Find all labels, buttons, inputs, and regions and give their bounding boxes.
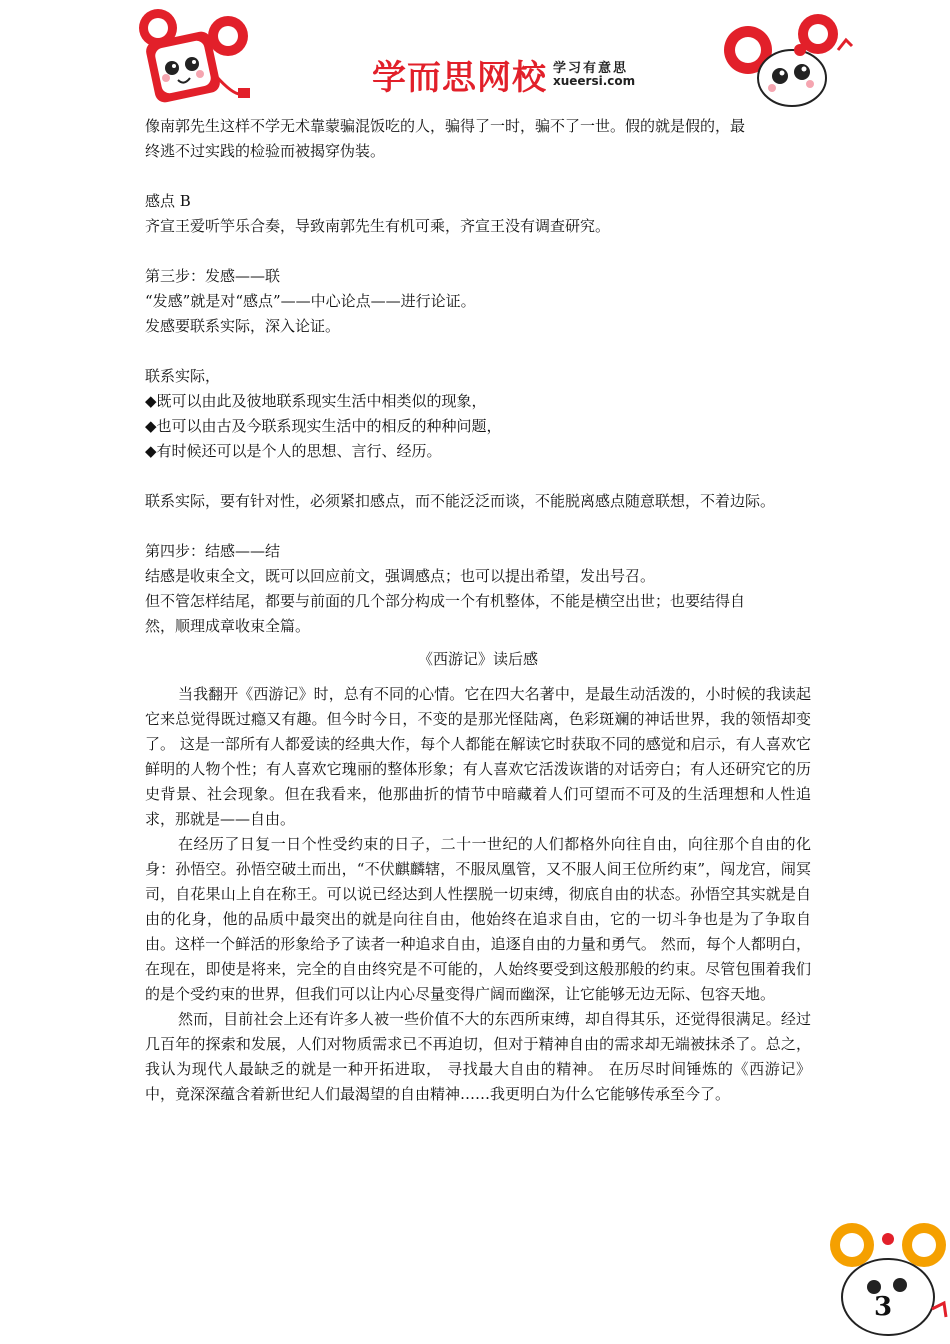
page-header [0, 0, 950, 118]
text-line: 联系实际， [145, 367, 221, 385]
text-line: 发感要联系实际，深入论证。 [145, 317, 341, 335]
mascot-left-icon [134, 6, 256, 112]
text-line: 终逃不过实践的检验而被揭穿伪装。 [145, 142, 386, 160]
text-line: 但不管怎样结尾，都要与前面的几个部分构成一个有机整体，不能是横空出世；也要结得自 [145, 592, 746, 610]
brand-slogan: 学习有意思 [553, 61, 629, 76]
page-number: 3 [874, 1292, 893, 1322]
text-line: 然，顺理成章收束全篇。 [145, 617, 311, 635]
bullet-item: ◆既可以由此及彼地联系现实生活中相类似的现象， [145, 392, 487, 410]
essay-paragraph: 在经历了日复一日个性受约束的日子，二十一世纪的人们都格外向往自由，向往那个自由的化身：孙悟空。孙悟空破土而出，“不伏麒麟辖，不服凤凰管，又不服人间王位所约束”，闯龙宫，闹冥司，自花果山上自在称王。可以说已经达到人性摆脱一切束缚，彻底自由的状态。孙悟空其实就是自由的化身，他的品质中最突出的就是向往自由，他始终在追求自由，它的一切斗争也是为了争取自由。这样一个鲜活的形象给予了读者一种追求自由，追逐自由的力量和勇气。 然而，每个人都明白， 在现在，即使是将来，完全的自由终究是不可能的，人始终要受到这般那般的约束。尽管包围着我们的是个受约束的世界，但我们可以让内心尽量变得广阔而幽深，让它能够无边无际、包容天地。 [145, 835, 811, 1003]
essay-title: 《西游记》读后感 [417, 650, 538, 668]
bullet-item: ◆也可以由古及今联系现实生活中的相反的种种问题， [145, 417, 502, 435]
section-heading: 第四步：结感——结 [145, 542, 281, 560]
brand-name: 学而思网校 [372, 58, 547, 98]
section-heading: 感点 B [145, 192, 191, 210]
essay-paragraph: 然而，目前社会上还有许多人被一些价值不大的东西所束缚，却自得其乐，还觉得很满足。经过几百年的探索和发展，人们对物质需求已不再迫切，但对于精神自由的需求却无端被抹杀了。总之， 我认为现代人最缺乏的就是一种开拓进取， 寻找最大自由的精神。 在历尽时间锤炼的《西游记》中，竟深深蕴含着新世纪人们最渴望的自由精神……我更明白为什么它能够传承至今了。 [145, 1010, 811, 1103]
brand-url: xueersi.com [553, 74, 636, 88]
text-line: 结感是收束全文，既可以回应前文，强调感点；也可以提出希望，发出号召。 [145, 567, 656, 585]
document-body [145, 114, 811, 1107]
text-line: “发感”就是对“感点”——中心论点——进行论证。 [145, 292, 476, 310]
mascot-right-icon [718, 10, 856, 112]
essay-paragraph: 当我翻开《西游记》时，总有不同的心情。它在四大名著中，是最生动活泼的，小时候的我读起它来总觉得既过瘾又有趣。但今时今日，不变的是那光怪陆离，色彩斑斓的神话世界，我的领悟却变了。 这是一部所有人都爱读的经典大作，每个人都能在解读它时获取不同的感觉和启示，有人喜欢它鲜明的人物个性；有人喜欢它瑰丽的整体形象；有人喜欢它活泼诙谐的对话旁白；有人还研究它的历史背景、社会现象。但在我看来，他那曲折的情节中暗藏着人们可望而不可及的生活理想和人性追求，那就是——自由。 [145, 685, 811, 828]
section-heading: 第三步：发感——联 [145, 267, 281, 285]
text-line: 联系实际，要有针对性，必须紧扣感点，而不能泛泛而谈，不能脱离感点随意联想，不着边际。 [145, 492, 776, 510]
text-line: 齐宣王爱听竽乐合奏，导致南郭先生有机可乘，齐宣王没有调查研究。 [145, 217, 611, 235]
text-line: 像南郭先生这样不学无术靠蒙骗混饭吃的人，骗得了一时，骗不了一世。假的就是假的，最 [145, 117, 746, 135]
bullet-item: ◆有时候还可以是个人的思想、言行、经历。 [145, 442, 442, 460]
